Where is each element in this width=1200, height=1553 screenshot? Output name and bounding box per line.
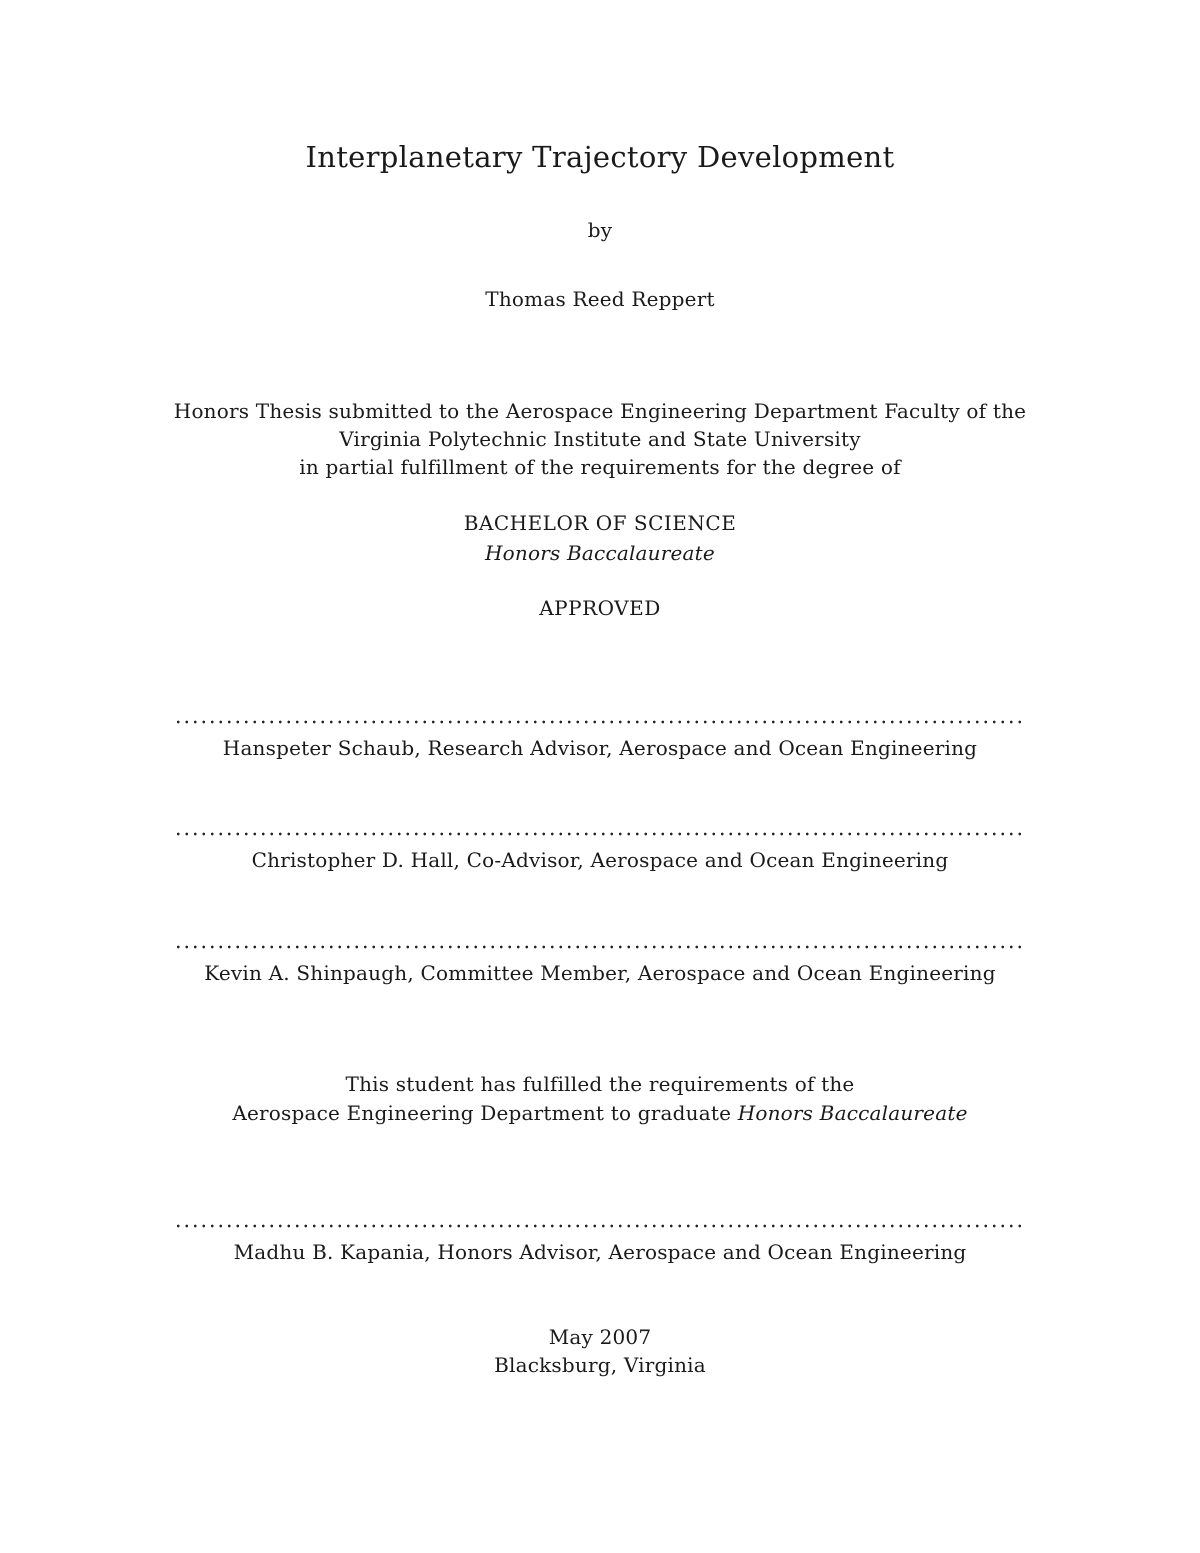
approved-label: APPROVED	[539, 596, 661, 620]
signature-line-2	[174, 832, 1026, 836]
statement-line-2-text: Aerospace Engineering Department to graduate	[232, 1101, 738, 1125]
thesis-title: Interplanetary Trajectory Development	[305, 140, 895, 174]
degree-type: Honors Baccalaureate	[485, 541, 715, 565]
location: Blacksburg, Virginia	[494, 1353, 706, 1377]
author-name: Thomas Reed Reppert	[485, 287, 715, 311]
statement-line-2	[0, 1099, 1200, 1127]
signature-line-1	[174, 720, 1026, 724]
signature-line-4	[174, 1224, 1026, 1228]
statement-honors-baccalaureate: Honors Baccalaureate	[737, 1101, 968, 1125]
signatory-co-advisor: Christopher D. Hall, Co-Advisor, Aerospace and Ocean Engineering	[251, 848, 949, 872]
submission-line-3: in partial fulfillment of the requirements for the degree of	[299, 455, 901, 479]
signature-line-3	[174, 945, 1026, 949]
by-label: by	[587, 218, 613, 242]
statement-line-1: This student has fulfilled the requirements of the	[345, 1072, 855, 1096]
signatory-honors-advisor: Madhu B. Kapania, Honors Advisor, Aerospace and Ocean Engineering	[233, 1240, 967, 1264]
degree: BACHELOR OF SCIENCE	[463, 511, 737, 535]
submission-line-1: Honors Thesis submitted to the Aerospace Engineering Department Faculty of the	[173, 399, 1027, 423]
submission-date: May 2007	[548, 1325, 652, 1349]
signatory-committee-member: Kevin A. Shinpaugh, Committee Member, Aerospace and Ocean Engineering	[204, 961, 996, 985]
signatory-research-advisor: Hanspeter Schaub, Research Advisor, Aerospace and Ocean Engineering	[222, 736, 978, 760]
submission-line-2: Virginia Polytechnic Institute and State University	[339, 427, 861, 451]
